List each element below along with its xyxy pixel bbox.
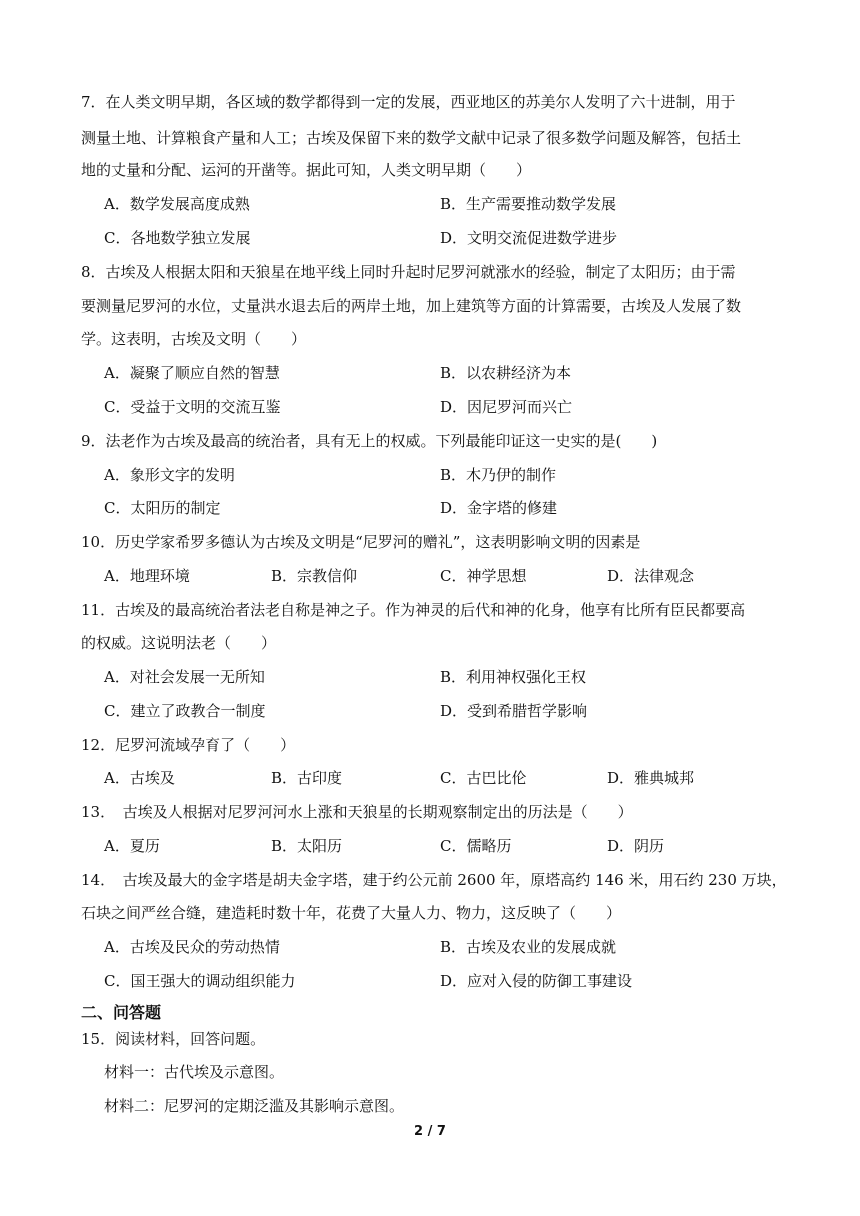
question-8-option-c: C．受益于文明的交流互鉴 — [104, 398, 281, 416]
section-title: 二、问答题 — [81, 1003, 162, 1022]
material-1: 材料一：古代埃及示意图。 — [104, 1063, 285, 1081]
question-10-option-d: D．法律观念 — [607, 567, 695, 585]
question-14-option-c: C．国王强大的调动组织能力 — [104, 972, 296, 990]
question-8-option-a: A．凝聚了顺应自然的智慧 — [104, 364, 280, 382]
question-11-option-a: A．对社会发展一无所知 — [104, 668, 265, 686]
question-7-option-c: C．各地数学独立发展 — [104, 229, 251, 247]
question-8-line-1: 8．古埃及人根据太阳和天狼星在地平线上同时升起时尼罗河就涨水的经验，制定了太阳历；由于需 — [81, 263, 736, 281]
question-7-line-3: 地的丈量和分配、运河的开凿等。据此可知，人类文明早期（ ） — [81, 161, 532, 179]
question-11-option-b: B．利用神权强化王权 — [440, 668, 587, 686]
question-12-option-d: D．雅典城邦 — [607, 769, 695, 787]
question-9-line-1: 9．法老作为古埃及最高的统治者，具有无上的权威。下列最能印证这一史实的是( ) — [81, 432, 658, 450]
question-8-line-3: 学。这表明，古埃及文明（ ） — [81, 330, 307, 348]
question-9-option-b: B．木乃伊的制作 — [440, 466, 557, 484]
question-7-option-d: D．文明交流促进数学进步 — [440, 229, 618, 247]
question-8-option-d: D．因尼罗河而兴亡 — [440, 398, 573, 416]
question-8-line-2: 要测量尼罗河的水位，丈量洪水退去后的两岸土地，加上建筑等方面的计算需要，古埃及人发展了数 — [81, 297, 742, 315]
question-13-option-d: D．阴历 — [607, 837, 665, 855]
question-11-option-d: D．受到希腊哲学影响 — [440, 702, 588, 720]
question-13-option-c: C．儒略历 — [440, 837, 512, 855]
question-9-option-c: C．太阳历的制定 — [104, 499, 221, 517]
question-14-line-1: 14． 古埃及最大的金字塔是胡夫金字塔，建于约公元前 2600 年，原塔高约 146 米，用石约 230 万块， — [81, 871, 787, 889]
question-12-option-c: C．古巴比伦 — [440, 769, 527, 787]
question-14-line-2: 石块之间严丝合缝，建造耗时数十年，花费了大量人力、物力，这反映了（ ） — [81, 904, 622, 922]
question-12-option-a: A．古埃及 — [104, 769, 175, 787]
question-15-line-1: 15．阅读材料，回答问题。 — [81, 1030, 266, 1048]
question-14-option-b: B．古埃及农业的发展成就 — [440, 938, 617, 956]
question-13-option-a: A．夏历 — [104, 837, 160, 855]
question-10-option-c: C．神学思想 — [440, 567, 527, 585]
page-number: 2 / 7 — [414, 1124, 446, 1139]
question-7-line-2: 测量土地、计算粮食产量和人工；古埃及保留下来的数学文献中记录了很多数学问题及解答，包括土 — [81, 129, 742, 147]
question-10-line-1: 10．历史学家希罗多德认为古埃及文明是“尼罗河的赠礼”，这表明影响文明的因素是 — [81, 533, 641, 551]
question-11-line-1: 11．古埃及的最高统治者法老自称是神之子。作为神灵的后代和神的化身，他享有比所有臣民都要高 — [81, 601, 746, 619]
material-2: 材料二：尼罗河的定期泛滥及其影响示意图。 — [104, 1097, 405, 1115]
question-12-option-b: B．古印度 — [271, 769, 343, 787]
question-10-option-a: A．地理环境 — [104, 567, 190, 585]
question-9-option-d: D．金字塔的修建 — [440, 499, 558, 517]
question-8-option-b: B．以农耕经济为本 — [440, 364, 572, 382]
question-10-option-b: B．宗教信仰 — [271, 567, 358, 585]
question-12-line-1: 12．尼罗河流域孕育了（ ） — [81, 736, 296, 754]
question-7-option-a: A．数学发展高度成熟 — [104, 195, 250, 213]
question-11-line-2: 的权威。这说明法老（ ） — [81, 634, 277, 652]
question-13-line-1: 13． 古埃及人根据对尼罗河河水上涨和天狼星的长期观察制定出的历法是（ ） — [81, 803, 633, 821]
question-14-option-d: D．应对入侵的防御工事建设 — [440, 972, 633, 990]
question-14-option-a: A．古埃及民众的劳动热情 — [104, 938, 280, 956]
question-7-option-b: B．生产需要推动数学发展 — [440, 195, 617, 213]
question-7-line-1: 7．在人类文明早期，各区域的数学都得到一定的发展，西亚地区的苏美尔人发明了六十进制，用于 — [81, 93, 736, 111]
question-9-option-a: A．象形文字的发明 — [104, 466, 235, 484]
question-13-option-b: B．太阳历 — [271, 837, 343, 855]
question-11-option-c: C．建立了政教合一制度 — [104, 702, 266, 720]
